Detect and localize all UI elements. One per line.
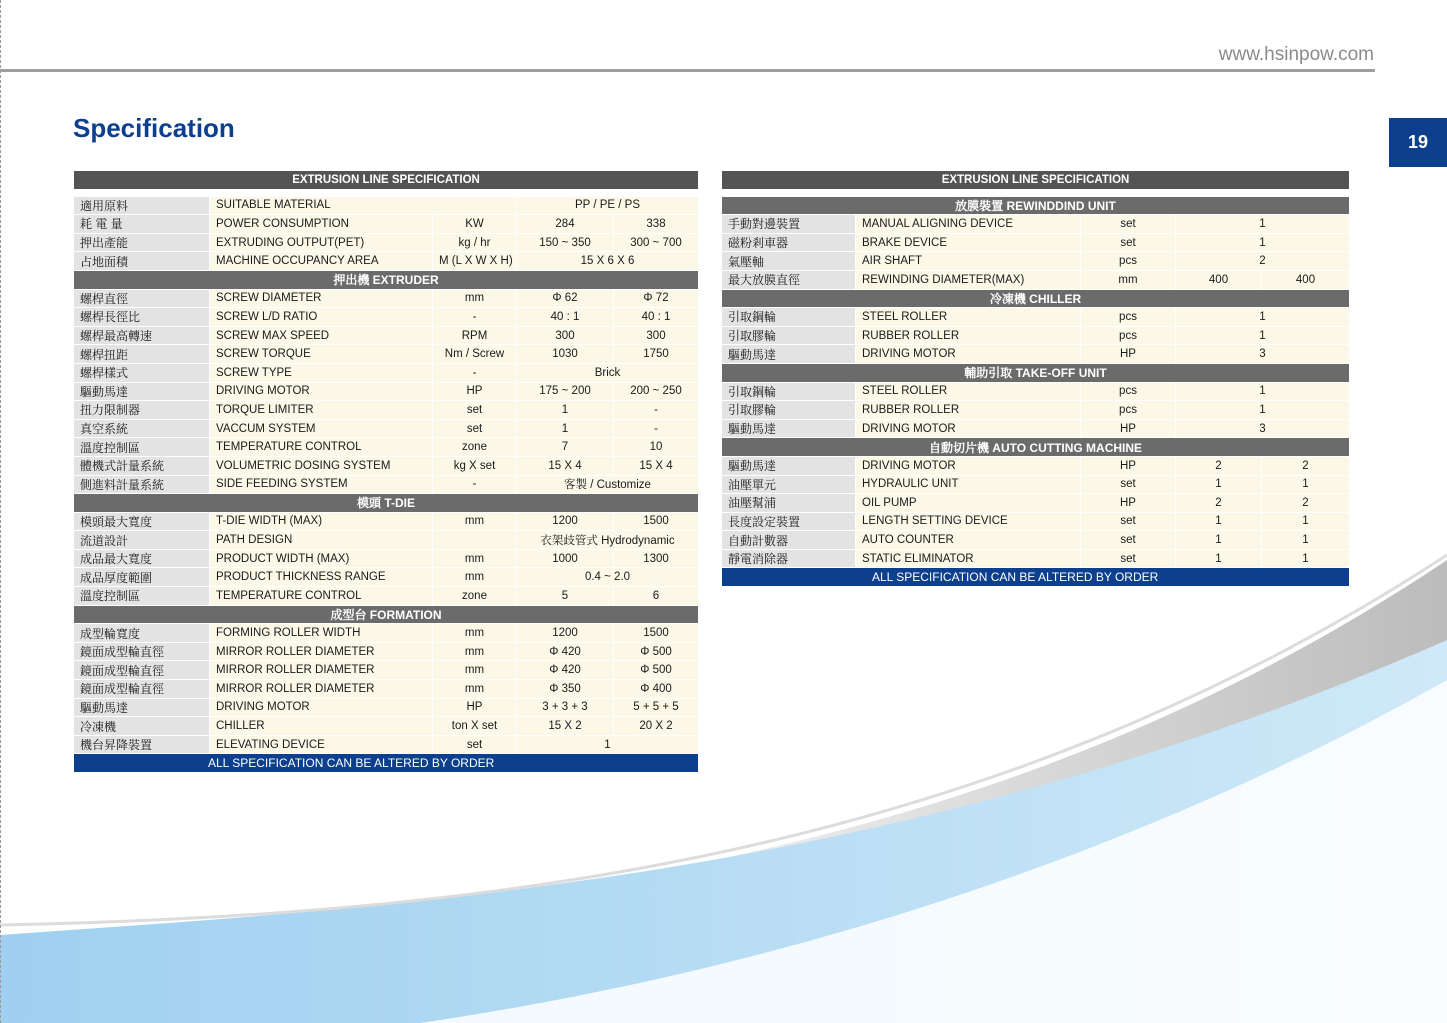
spec-name-en: HYDRAULIC UNIT <box>856 475 1081 494</box>
spec-value-2: 20 X 2 <box>614 717 699 736</box>
spec-name-en: MIRROR ROLLER DIAMETER <box>210 661 433 680</box>
spec-name-en: SIDE FEEDING SYSTEM <box>210 475 433 494</box>
spec-name-zh: 引取鋼輪 <box>722 308 856 327</box>
table-row <box>74 252 699 271</box>
spec-name-zh: 引取鋼輪 <box>722 382 856 401</box>
spec-name-zh: 驅動馬達 <box>722 456 856 475</box>
table-row <box>722 382 1350 401</box>
spec-value: 3 <box>1176 419 1350 438</box>
spec-value-2: 1 <box>1262 475 1350 494</box>
section-header-row <box>74 494 699 513</box>
page-edge-dash <box>0 0 1 1023</box>
spec-name-zh: 溫度控制區 <box>74 587 210 606</box>
table-row <box>74 363 699 382</box>
table-row <box>74 233 699 252</box>
spec-name-zh: 磁粉剎車器 <box>722 233 856 252</box>
spec-unit: mm <box>1081 270 1176 289</box>
spec-unit: kg / hr <box>433 233 517 252</box>
spec-unit: HP <box>1081 419 1176 438</box>
spec-name-en: STEEL ROLLER <box>856 308 1081 327</box>
section-header-row <box>74 605 699 624</box>
spec-name-zh: 鏡面成型輪直徑 <box>74 661 210 680</box>
spec-name-en: RUBBER ROLLER <box>856 326 1081 345</box>
spec-name-en: DRIVING MOTOR <box>856 456 1081 475</box>
spec-name-en: AUTO COUNTER <box>856 531 1081 550</box>
spec-value-1: 175 ~ 200 <box>517 382 614 401</box>
spec-value-2: 300 ~ 700 <box>614 233 699 252</box>
spec-name-zh: 自動計數器 <box>722 531 856 550</box>
spec-name-zh: 引取膠輪 <box>722 326 856 345</box>
table-row <box>74 642 699 661</box>
right-title-gap <box>722 189 1350 196</box>
spec-value-1: 40 : 1 <box>517 308 614 327</box>
spec-value: 1 <box>1176 308 1350 327</box>
spec-name-en: SUITABLE MATERIAL <box>210 196 517 215</box>
spec-name-zh: 靜電消除器 <box>722 549 856 568</box>
spec-name-en: SCREW DIAMETER <box>210 289 433 308</box>
page-title: Specification <box>73 113 235 143</box>
spec-unit: HP <box>1081 345 1176 364</box>
site-url: www.hsinpow.com <box>1218 44 1374 65</box>
spec-name-en: STEEL ROLLER <box>856 382 1081 401</box>
table-row <box>74 196 699 215</box>
table-row <box>74 289 699 308</box>
spec-name-en: SCREW TYPE <box>210 363 433 382</box>
spec-name-zh: 押出產能 <box>74 233 210 252</box>
spec-value: 1 <box>1176 233 1350 252</box>
table-row <box>722 494 1350 513</box>
gap-cell <box>722 189 1350 196</box>
spec-name-en: MIRROR ROLLER DIAMETER <box>210 642 433 661</box>
table-row <box>74 456 699 475</box>
spec-name-zh: 側進料計量系統 <box>74 475 210 494</box>
spec-unit: - <box>433 475 517 494</box>
spec-unit: mm <box>433 568 517 587</box>
table-row <box>74 475 699 494</box>
spec-name-zh: 占地面積 <box>74 252 210 271</box>
spec-unit: RPM <box>433 326 517 345</box>
spec-unit: pcs <box>1081 252 1176 271</box>
spec-value-2: 2 <box>1262 494 1350 513</box>
table-row <box>722 215 1350 234</box>
table-row <box>722 531 1350 550</box>
spec-unit: set <box>1081 475 1176 494</box>
spec-name-zh: 成型輪寬度 <box>74 624 210 643</box>
spec-unit: ton X set <box>433 717 517 736</box>
spec-value-2: 2 <box>1262 456 1350 475</box>
section-header: 輔助引取 TAKE-OFF UNIT <box>722 363 1350 382</box>
spec-value-1: Φ 62 <box>517 289 614 308</box>
table-row <box>74 382 699 401</box>
spec-name-en: TEMPERATURE CONTROL <box>210 438 433 457</box>
section-header: 自動切片機 AUTO CUTTING MACHINE <box>722 438 1350 457</box>
spec-unit: mm <box>433 624 517 643</box>
table-row <box>74 698 699 717</box>
spec-unit: - <box>433 363 517 382</box>
spec-name-zh: 螺桿長徑比 <box>74 308 210 327</box>
spec-name-zh: 螺桿樣式 <box>74 363 210 382</box>
spec-name-zh: 驅動馬達 <box>74 382 210 401</box>
spec-name-zh: 成品厚度範圍 <box>74 568 210 587</box>
spec-name-zh: 最大放膜直徑 <box>722 270 856 289</box>
spec-name-zh: 螺桿最高轉速 <box>74 326 210 345</box>
spec-value-1: 1 <box>1176 549 1262 568</box>
section-header: 成型台 FORMATION <box>74 605 699 624</box>
spec-unit: pcs <box>1081 382 1176 401</box>
spec-unit: mm <box>433 549 517 568</box>
spec-name-en: DRIVING MOTOR <box>856 345 1081 364</box>
spec-value-2: Φ 500 <box>614 661 699 680</box>
spec-value-1: 1 <box>517 401 614 420</box>
spec-name-en: RUBBER ROLLER <box>856 401 1081 420</box>
spec-unit: set <box>1081 233 1176 252</box>
spec-name-zh: 耗 電 量 <box>74 215 210 234</box>
spec-value-2: 40 : 1 <box>614 308 699 327</box>
spec-unit: set <box>433 401 517 420</box>
spec-unit: mm <box>433 680 517 699</box>
spec-value: 客製 / Customize <box>517 475 699 494</box>
spec-value-2: 1500 <box>614 512 699 531</box>
spec-value-1: 150 ~ 350 <box>517 233 614 252</box>
spec-value-2: 1 <box>1262 531 1350 550</box>
left-footer-row <box>74 754 699 773</box>
table-row <box>74 568 699 587</box>
spec-unit: set <box>1081 215 1176 234</box>
spec-value: Brick <box>517 363 699 382</box>
spec-name-en: DRIVING MOTOR <box>856 419 1081 438</box>
spec-name-en: SCREW MAX SPEED <box>210 326 433 345</box>
top-rule <box>0 69 1375 72</box>
page-number-badge: 19 <box>1389 118 1447 167</box>
table-row <box>722 549 1350 568</box>
spec-value: 1 <box>517 735 699 754</box>
spec-name-en: EXTRUDING OUTPUT(PET) <box>210 233 433 252</box>
spec-value-1: 400 <box>1176 270 1262 289</box>
table-row <box>722 345 1350 364</box>
spec-name-en: DRIVING MOTOR <box>210 698 433 717</box>
spec-name-zh: 真空系統 <box>74 419 210 438</box>
spec-unit: Nm / Screw <box>433 345 517 364</box>
table-row <box>74 531 699 550</box>
spec-value-1: 1 <box>1176 475 1262 494</box>
table-row <box>722 512 1350 531</box>
table-row <box>722 475 1350 494</box>
spec-name-zh: 氣壓軸 <box>722 252 856 271</box>
spec-value-2: - <box>614 419 699 438</box>
spec-name-zh: 驅動馬達 <box>74 698 210 717</box>
spec-name-en: PATH DESIGN <box>210 531 433 550</box>
right-title: EXTRUSION LINE SPECIFICATION <box>722 171 1350 190</box>
spec-value-1: Φ 350 <box>517 680 614 699</box>
spec-value: 1 <box>1176 382 1350 401</box>
spec-name-en: AIR SHAFT <box>856 252 1081 271</box>
spec-value-1: 300 <box>517 326 614 345</box>
spec-value: 2 <box>1176 252 1350 271</box>
spec-unit <box>433 531 517 550</box>
spec-name-en: REWINDING DIAMETER(MAX) <box>856 270 1081 289</box>
spec-name-en: CHILLER <box>210 717 433 736</box>
spec-name-en: FORMING ROLLER WIDTH <box>210 624 433 643</box>
section-header-row <box>722 363 1350 382</box>
table-row <box>722 252 1350 271</box>
spec-name-zh: 油壓單元 <box>722 475 856 494</box>
spec-name-zh: 體機式計量系統 <box>74 456 210 475</box>
spec-unit: pcs <box>1081 326 1176 345</box>
section-header: 模頭 T-DIE <box>74 494 699 513</box>
spec-name-en: STATIC ELIMINATOR <box>856 549 1081 568</box>
section-header-row <box>722 289 1350 308</box>
spec-unit: HP <box>1081 494 1176 513</box>
section-header-row <box>722 438 1350 457</box>
spec-name-zh: 螺桿直徑 <box>74 289 210 308</box>
spec-value-2: Φ 400 <box>614 680 699 699</box>
spec-unit: HP <box>433 382 517 401</box>
spec-value-2: 1300 <box>614 549 699 568</box>
right-spec-table <box>721 170 1349 587</box>
spec-value-1: 1030 <box>517 345 614 364</box>
spec-name-en: PRODUCT WIDTH (MAX) <box>210 549 433 568</box>
table-row <box>74 661 699 680</box>
spec-value-2: 1750 <box>614 345 699 364</box>
spec-name-en: MANUAL ALIGNING DEVICE <box>856 215 1081 234</box>
spec-name-en: MIRROR ROLLER DIAMETER <box>210 680 433 699</box>
spec-unit: mm <box>433 642 517 661</box>
spec-name-zh: 成品最大寬度 <box>74 549 210 568</box>
table-row <box>74 215 699 234</box>
spec-unit: pcs <box>1081 308 1176 327</box>
spec-name-en: LENGTH SETTING DEVICE <box>856 512 1081 531</box>
left-spec-table <box>73 170 698 773</box>
spec-name-en: PRODUCT THICKNESS RANGE <box>210 568 433 587</box>
spec-name-en: TORQUE LIMITER <box>210 401 433 420</box>
spec-unit: set <box>1081 549 1176 568</box>
spec-unit: mm <box>433 661 517 680</box>
section-header-row <box>722 196 1350 215</box>
spec-unit: - <box>433 308 517 327</box>
table-row <box>722 326 1350 345</box>
spec-name-en: T-DIE WIDTH (MAX) <box>210 512 433 531</box>
table-row <box>74 308 699 327</box>
table-row <box>74 735 699 754</box>
spec-name-zh: 流道設計 <box>74 531 210 550</box>
table-row <box>722 270 1350 289</box>
right-footer: ALL SPECIFICATION CAN BE ALTERED BY ORDER <box>722 568 1350 587</box>
spec-value: 3 <box>1176 345 1350 364</box>
spec-value-2: - <box>614 401 699 420</box>
spec-value-1: Φ 420 <box>517 642 614 661</box>
left-title-row <box>74 171 699 190</box>
table-row <box>722 308 1350 327</box>
spec-unit: HP <box>433 698 517 717</box>
spec-value: 0.4 ~ 2.0 <box>517 568 699 587</box>
spec-unit: pcs <box>1081 401 1176 420</box>
spec-name-en: MACHINE OCCUPANCY AREA <box>210 252 433 271</box>
spec-name-en: TEMPERATURE CONTROL <box>210 587 433 606</box>
spec-value-1: 15 X 4 <box>517 456 614 475</box>
spec-value-1: 5 <box>517 587 614 606</box>
spec-value: 1 <box>1176 215 1350 234</box>
spec-value-2: 1 <box>1262 512 1350 531</box>
spec-name-en: VACCUM SYSTEM <box>210 419 433 438</box>
table-row <box>722 456 1350 475</box>
spec-value-2: 1 <box>1262 549 1350 568</box>
spec-value-2: 300 <box>614 326 699 345</box>
spec-unit: KW <box>433 215 517 234</box>
spec-name-en: SCREW TORQUE <box>210 345 433 364</box>
spec-value-1: 1 <box>1176 512 1262 531</box>
spec-value: 1 <box>1176 326 1350 345</box>
spec-name-zh: 模頭最大寬度 <box>74 512 210 531</box>
spec-value-2: Φ 500 <box>614 642 699 661</box>
spec-value-2: 200 ~ 250 <box>614 382 699 401</box>
spec-value-2: 10 <box>614 438 699 457</box>
gap-cell <box>74 189 699 196</box>
spec-value-1: Φ 420 <box>517 661 614 680</box>
table-row <box>74 587 699 606</box>
spec-name-zh: 手動對邊裝置 <box>722 215 856 234</box>
section-header: 押出機 EXTRUDER <box>74 270 699 289</box>
spec-name-zh: 溫度控制區 <box>74 438 210 457</box>
right-title-row <box>722 171 1350 190</box>
spec-unit: zone <box>433 438 517 457</box>
spec-name-zh: 油壓幫浦 <box>722 494 856 513</box>
table-row <box>74 549 699 568</box>
spec-name-en: BRAKE DEVICE <box>856 233 1081 252</box>
table-row <box>74 512 699 531</box>
spec-value-2: 6 <box>614 587 699 606</box>
spec-name-zh: 驅動馬達 <box>722 345 856 364</box>
table-row <box>74 438 699 457</box>
spec-value-2: Φ 72 <box>614 289 699 308</box>
spec-name-zh: 機台昇降裝置 <box>74 735 210 754</box>
spec-unit: mm <box>433 512 517 531</box>
spec-name-en: DRIVING MOTOR <box>210 382 433 401</box>
spec-value-1: 1200 <box>517 624 614 643</box>
table-row <box>74 401 699 420</box>
left-footer: ALL SPECIFICATION CAN BE ALTERED BY ORDER <box>74 754 699 773</box>
spec-name-zh: 螺桿扭距 <box>74 345 210 364</box>
spec-name-zh: 適用原料 <box>74 196 210 215</box>
spec-value: PP / PE / PS <box>517 196 699 215</box>
table-row <box>74 326 699 345</box>
spec-value-1: 284 <box>517 215 614 234</box>
spec-name-zh: 長度設定裝置 <box>722 512 856 531</box>
spec-name-zh: 驅動馬達 <box>722 419 856 438</box>
spec-value-1: 1200 <box>517 512 614 531</box>
spec-value-1: 1 <box>517 419 614 438</box>
table-row <box>74 680 699 699</box>
spec-unit: kg X set <box>433 456 517 475</box>
spec-value-1: 7 <box>517 438 614 457</box>
spec-name-zh: 扭力限制器 <box>74 401 210 420</box>
section-header: 放膜裝置 REWINDDIND UNIT <box>722 196 1350 215</box>
spec-value-1: 15 X 2 <box>517 717 614 736</box>
section-header-row <box>74 270 699 289</box>
spec-name-en: SCREW L/D RATIO <box>210 308 433 327</box>
table-row <box>74 717 699 736</box>
spec-value-2: 5 + 5 + 5 <box>614 698 699 717</box>
spec-unit: mm <box>433 289 517 308</box>
spec-name-en: ELEVATING DEVICE <box>210 735 433 754</box>
spec-unit: HP <box>1081 456 1176 475</box>
table-row <box>722 233 1350 252</box>
spec-unit: set <box>433 735 517 754</box>
spec-value: 衣架歧管式 Hydrodynamic <box>517 531 699 550</box>
left-title: EXTRUSION LINE SPECIFICATION <box>74 171 699 190</box>
table-row <box>74 345 699 364</box>
table-row <box>74 419 699 438</box>
spec-value-2: 15 X 4 <box>614 456 699 475</box>
spec-value: 15 X 6 X 6 <box>517 252 699 271</box>
spec-name-zh: 冷凍機 <box>74 717 210 736</box>
spec-name-en: OIL PUMP <box>856 494 1081 513</box>
spec-value: 1 <box>1176 401 1350 420</box>
spec-name-en: VOLUMETRIC DOSING SYSTEM <box>210 456 433 475</box>
spec-name-zh: 鏡面成型輪直徑 <box>74 642 210 661</box>
spec-unit: set <box>433 419 517 438</box>
spec-name-en: POWER CONSUMPTION <box>210 215 433 234</box>
spec-value-1: 2 <box>1176 494 1262 513</box>
spec-value-1: 3 + 3 + 3 <box>517 698 614 717</box>
spec-value-1: 2 <box>1176 456 1262 475</box>
spec-value-2: 338 <box>614 215 699 234</box>
left-title-gap <box>74 189 699 196</box>
spec-name-zh: 引取膠輪 <box>722 401 856 420</box>
section-header: 冷凍機 CHILLER <box>722 289 1350 308</box>
spec-unit: set <box>1081 531 1176 550</box>
right-footer-row <box>722 568 1350 587</box>
spec-value-2: 1500 <box>614 624 699 643</box>
spec-unit: M (L X W X H) <box>433 252 517 271</box>
table-row <box>722 401 1350 420</box>
spec-name-zh: 鏡面成型輪直徑 <box>74 680 210 699</box>
spec-unit: set <box>1081 512 1176 531</box>
table-row <box>722 419 1350 438</box>
table-row <box>74 624 699 643</box>
spec-unit: zone <box>433 587 517 606</box>
spec-value-1: 1000 <box>517 549 614 568</box>
spec-value-2: 400 <box>1262 270 1350 289</box>
spec-value-1: 1 <box>1176 531 1262 550</box>
